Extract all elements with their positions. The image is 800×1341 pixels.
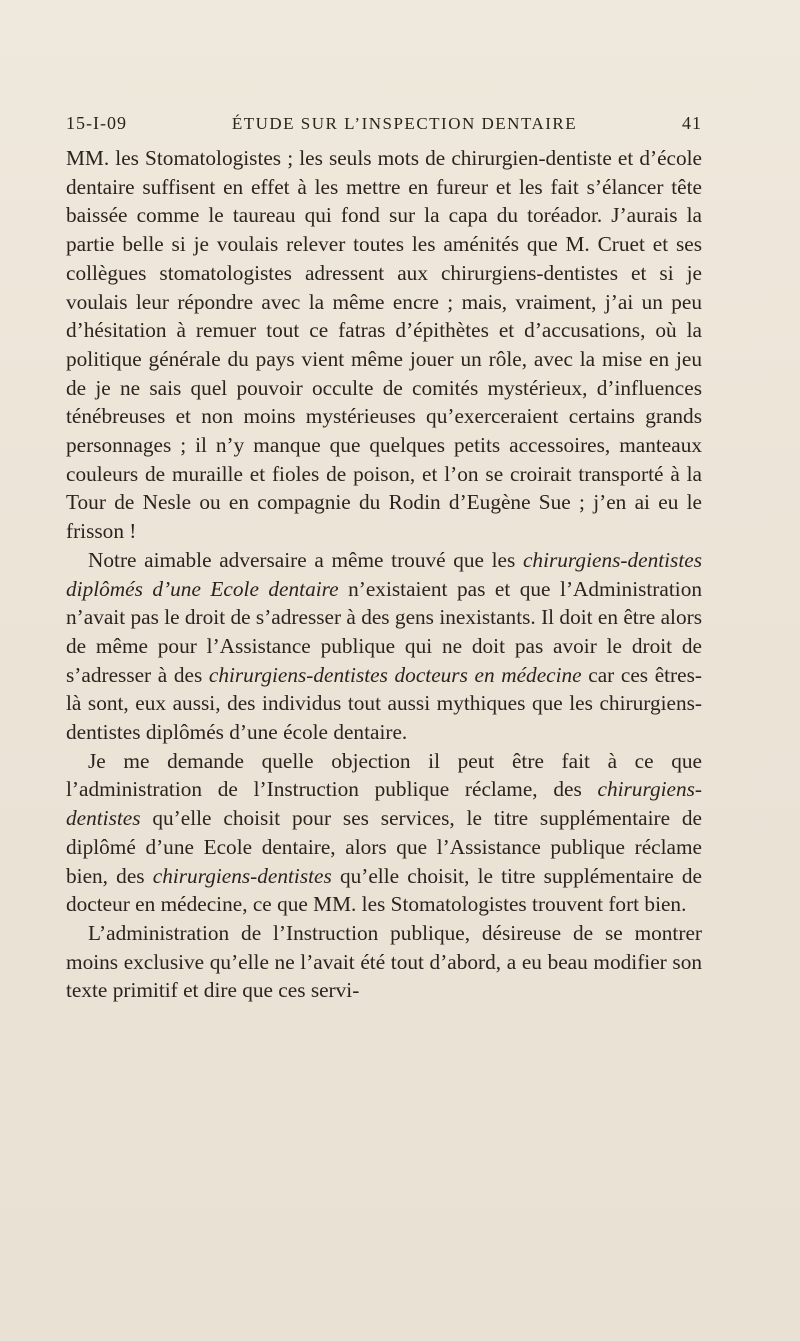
running-head bbox=[66, 113, 702, 134]
paragraph-text: Je me demande quelle objection il peut être fait à ce que l’administration de l’Instruction publique réclame, des bbox=[66, 748, 702, 802]
italic-text: chirurgiens-dentistes diplômés d’une Ecole dentaire bbox=[66, 547, 702, 601]
paragraph-text: Notre aimable adversaire a même trouvé que les bbox=[88, 547, 523, 572]
paragraph bbox=[66, 919, 702, 1005]
header-issue-date: 15-I-09 bbox=[66, 113, 127, 133]
italic-text: chirurgiens-dentistes docteurs en médecine bbox=[208, 662, 582, 687]
paragraph-text: L’administration de l’Instruction publique, désireuse de se montrer moins exclusive qu’elle ne l’avait été tout d’abord, a eu beau modifier son texte primitif et dire que ces servi- bbox=[66, 920, 702, 1003]
paragraph-text: MM. les Stomatologistes ; les seuls mots de chirurgien-dentiste et d’école dentaire suffisent en effet à les mettre en fureur et les fait s’élancer tête baissée comme le taureau qui fond sur la capa du toréador. J’aurais la partie belle si je voulais relever toutes les aménités que M. Cruet et ses collègues stomatologistes adressent aux chirurgiens-dentistes et si je voulais leur répondre avec la même encre ; mais, vraiment, j’ai un peu d’hésitation à remuer tout ce fatras d’épithètes et d’accusations, où la politique générale du pays vient même jouer un rôle, avec la mise en jeu de je ne sais quel pouvoir occulte de comités mystérieux, d’influences ténébreuses et non moins mystérieuses qu’exerceraient certains grands personnages ; il n’y manque que quelques petits accessoires, manteaux couleurs de muraille et fioles de poison, et l’on se croirait transporté à la Tour de Nesle ou en compagnie du Rodin d’Eugène Sue ; j’en ai eu le frisson ! bbox=[66, 146, 702, 544]
page-number: 41 bbox=[681, 113, 702, 133]
paragraph bbox=[66, 546, 702, 747]
paragraph-text: car ces êtres-là sont, eux aussi, des individus tout aussi mythiques que les chirurgiens-dentistes diplômés d’une école dentaire. bbox=[66, 662, 702, 745]
italic-text: chirurgiens-dentistes bbox=[152, 863, 332, 888]
paragraph bbox=[66, 144, 702, 546]
body-text bbox=[66, 144, 702, 1005]
header-title: ÉTUDE SUR L’INSPECTION DENTAIRE bbox=[231, 114, 578, 133]
paragraph-text: qu’elle choisit, le titre supplémentaire de docteur en médecine, ce que MM. les Stomatologistes trouvent fort bien. bbox=[66, 863, 702, 917]
paragraph-text: qu’elle choisit pour ses services, le titre supplémentaire de diplômé d’une Ecole dentaire, alors que l’Assistance publique réclame bien, des bbox=[66, 806, 702, 888]
italic-text: chirurgiens-dentistes bbox=[66, 777, 702, 831]
paragraph bbox=[66, 747, 702, 919]
paragraph-text: n’existaient pas et que l’Administration n’avait pas le droit de s’adresser à des gens inexistants. Il doit en être alors de même pour l’Assistance publique qui ne doit pas avoir le droit de s’adresser à des bbox=[66, 576, 702, 687]
